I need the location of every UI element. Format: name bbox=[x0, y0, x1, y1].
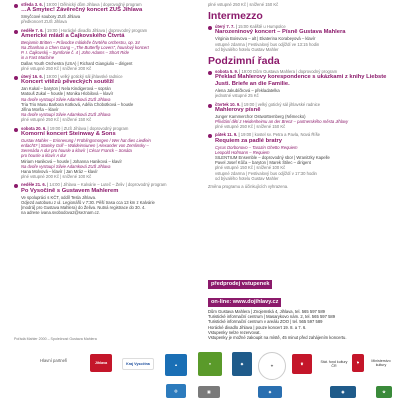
event-item: neděle 7. 6. | 19:00 | Horácké divadlo Jihlava | doprovodný program Americké mládí a Čajkovského Čtvrtá Benjamin Britten – Průvodce mládeže čtvrtého orchestru, op. 34 Na Zhanhao a Chen Gang – „The Butterfly Lovers“, houslový koncert P. I. Čajkovskij – Symfonie č. 4 | John Adams – Short Ride in a Fast Machine Dallas Youth Orchestra (USA) | Richard Giangiulio – dirigent plné vstupné 250 Kč | snížené 200 Kč bbox=[14, 28, 199, 71]
ticket-line: Turistické informační centrum v areálu ZOO | tel. 565 597 589 bbox=[208, 319, 323, 325]
event-line: plné vstupné 150 Kč | snížené 100 Kč bbox=[215, 165, 286, 171]
event-date: středa 3. 6. bbox=[21, 2, 43, 7]
event-line: Přivítání děti z Heidenheimu an der Brenz – partnerského města Jihlavy bbox=[215, 119, 349, 125]
event-line: Ve spolupráci s KČT, oddíl Tesla Jihlava. bbox=[21, 194, 97, 200]
event-date: čtvrtek 10. 9. bbox=[215, 101, 241, 107]
partner-logo-bottom-4: ◉ bbox=[330, 386, 356, 398]
event-line: Cyrus Dorbonovo – Tarazin Ghetto Requiem bbox=[215, 144, 298, 150]
event-meta: 19:00 | Horácké divadlo Jihlava | doprovodný program bbox=[47, 27, 148, 33]
partner-logo-bottom-3: ◈ bbox=[258, 386, 282, 398]
event-line: Tria Trio Musu Barbora Kotková, Adéla Chobotková – housle bbox=[21, 101, 134, 107]
partner-logo-green: ● bbox=[198, 352, 222, 376]
event-line: Dallas Youth Orchestra (USA) | Richard Giangiulio – dirigent bbox=[21, 60, 133, 66]
event-line: od bývalého hotelu Gustav Mahler bbox=[215, 175, 279, 181]
event-meta: 19:00 | velký gotický sál jihlavské radnice bbox=[243, 101, 321, 107]
ministry-culture-logo: Ministerstvo kultury bbox=[366, 358, 396, 368]
event-line: Jiřina Morša – klavír bbox=[21, 107, 59, 113]
state-emblem-icon: ♛ bbox=[292, 354, 312, 374]
state-culture-fund-logo: Stát. fond kultury ČR bbox=[318, 360, 350, 368]
event-title: Requiem za padlé bratry bbox=[215, 137, 283, 144]
event-date: pátek 11. 9. bbox=[215, 132, 238, 138]
event-date: neděle 7. 6. bbox=[21, 27, 44, 33]
event-line: Pavel Josef Kůča – baryton | Marek Štilec – dirigent bbox=[215, 160, 311, 166]
event-line: od bývalého hotelu Gustav Mahler bbox=[215, 46, 279, 52]
event-title: Koncert vítězů pěveckých soutěží bbox=[21, 79, 114, 86]
event-line: in a Fast Machine bbox=[21, 55, 55, 61]
section-heading: Intermezzo bbox=[208, 10, 263, 23]
event-item: sobota 5. 9. | 19:00 Dům Gustava Mahlera | doprovodný program Překlad Mahlerovy korespondence s ukázkami z knihy Liebste Justi. Briefe an die Familie. Alena Jakubíčková – překladatelka jednotné vstupné 25 Kč bbox=[208, 69, 393, 99]
event-item: čtvrtek 10. 9. | 19:00 | velký gotický sál jihlavské radnice Mahlerovy písně Junger Kammerchor Ostwürttemberg (Německo) Přivítání děti z Heidenheimu an der Brenz – partnerského města Jihlavy plné vstupné 250 Kč | snížené 150 Kč bbox=[208, 102, 393, 130]
event-line: Na dvoře vystoupí Silvie Adamková ZUŠ Jihlava bbox=[21, 96, 111, 102]
section-heading: Podzimní řada bbox=[208, 55, 280, 68]
event-title: Americké mládí a Čajkovského Čtvrtá bbox=[21, 32, 125, 39]
tickets-body bbox=[208, 309, 393, 340]
event-item: sobota 20. 6. | 19:00 | ZUŠ Jihlava | doprovodný program Komorní koncert Steinway & Sons Gustav Mahler – Erinnerung / Frühlingsmorgen / Wer hat dies Liedlein erdacht? | Stanley Grill – Waldeinsiunen | Alexander von Zemlinsky – Serenáda A dur pro housle a klavír | César Franck – Sonáta pro housle a klavír A dur Miriam Haniková – housle | Johanna Haniková – klavír Na dvoře vystoupí Silvie Adamková ZUŠ Jihlava Hana Molvová – klavír | Jan Mráz – klavír plné vstupné 200 Kč | snížené 100 Kč bbox=[14, 126, 199, 180]
event-item: úterý 7. 7. | 15:00 Kaliště u Humpolce Narozeninový koncert – Písně Gustava Mahlera Virginia Boisvova – alt | Ekaterina Korabeyová – klavír vstupné zdarma | Festivalový bus odjíždí ve 13:15 hodin od bývalého hotelu Gustav Mahler bbox=[208, 24, 393, 52]
event-line: vstupné zdarma | Festivalový bus odjíždí v 17:30 hodin bbox=[215, 170, 317, 176]
event-title: Mahlerovy písně bbox=[215, 106, 261, 113]
event-meta: 19:00 | Dělnický dům Jihlava | doprovodný program bbox=[46, 2, 142, 7]
event-item: pátek 11. 9. | 19:00 | kostel sv. Petra a Pavla, Nová Říše Requiem za padlé bratry Cyrus Dorbonovo – Tarazin Ghetto Requiem Leopold Hofmann – Requiem SILENTIUM Ensemble – doprovodný sbor | Wranitzky Kapelle Pavel Josef Kůča – baryton | Marek Štilec – dirigent plné vstupné 150 Kč | snížené 100 Kč vstupné zdarma | Festivalový bus odjíždí v 17:30 hodin od bývalého hotelu Gustav Mahler bbox=[208, 132, 393, 181]
event-line: Odjezd autobusu z ul. Legionářů v 7:30. Pěší trasa cca 13 km z Kalvárie bbox=[21, 199, 155, 205]
event-line: Miriam Haniková – housle | Johanna Haniková – klavír bbox=[21, 158, 122, 164]
event-date: úterý 16. 6. bbox=[21, 74, 43, 80]
partner-logo-bottom-1: ◎ bbox=[166, 384, 186, 398]
event-meta: 19:00 | velký gotický sál jihlavské radnice bbox=[46, 74, 123, 80]
ticket-line: Vstupenky je možné zakoupit na místě, 45 minut před zahájením koncertu. bbox=[208, 335, 347, 341]
partner-logo-dark-blue: ◆ bbox=[232, 352, 252, 376]
event-line: Smyčcové soubory ZUŠ Jihlava bbox=[21, 14, 81, 20]
event-date: úterý 7. 7. bbox=[215, 24, 235, 30]
event-line: Virginia Boisvova – alt | Ekaterina Korabeyová – klavír bbox=[215, 36, 316, 42]
event-line: plné vstupné 200 Kč | snížené 100 Kč bbox=[21, 174, 92, 180]
right-column bbox=[208, 0, 393, 189]
event-line: Serenáda A dur pro housle a klavír | César Franck – Sonáta bbox=[21, 148, 132, 154]
partner-logo-bottom-2: ▣ bbox=[198, 386, 220, 398]
event-line: SILENTIUM Ensemble – doprovodný sbor | Wranitzky Kapelle bbox=[215, 155, 330, 161]
event-line: Na dvoře vystoupí Silvie Adamková ZUŠ Jihlava bbox=[21, 112, 111, 118]
event-meta: 15:00 Kaliště u Humpolce bbox=[237, 24, 286, 30]
event-line: plné vstupné 250 Kč | snížené 150 Kč bbox=[215, 124, 286, 130]
event-date: sobota 20. 6. bbox=[21, 125, 47, 131]
event-line: plné vstupné 250 Kč | snížené 200 Kč bbox=[21, 65, 92, 71]
event-line: Gustav Mahler – Erinnerung / Frühlingsmorgen / Wer hat dies Liedlein bbox=[21, 137, 151, 143]
kraj-vysocina-logo: Kraj Vysočina bbox=[122, 358, 154, 370]
jihlava-logo: Jihlava bbox=[90, 354, 112, 372]
event-item: neděle 21. 6. | 14:00 | Jihlava – Kalvárie – Luteč – Želiv | doprovodný program Po Vysočině s Gustavem Mahlerem Ve spolupráci s KČT, oddíl Tesla Jihlava. Odjezd autobusu z ul. Legionářů v 7:30. Pěší trasa cca 13 km z Kalvárie [modrá] pro Gustava Mahlera) do Želiva. Nutná registrace do 30. 4. na adrese ivana.svobodova2@seznam.cz. bbox=[14, 182, 199, 215]
event-line: Benjamin Britten – Průvodce mládeže čtvrtého orchestru, op. 34 bbox=[21, 39, 140, 45]
event-line: [modrá] pro Gustava Mahlera) do Želiva. Nutná registrace do 30. 4. bbox=[21, 205, 146, 211]
event-title: Překlad Mahlerovy korespondence s ukázkami z knihy Liebste Justi. Briefe an die Familie. bbox=[215, 74, 387, 88]
event-title: Narozeninový koncert – Písně Gustava Mahlera bbox=[215, 29, 346, 36]
event-meta: 19:00 | ZUŠ Jihlava | doprovodný program bbox=[49, 125, 129, 131]
event-title: Po Vysočině s Gustavem Mahlerem bbox=[21, 187, 119, 194]
event-line: vstupné zdarma | Festivalový bus odjíždí ve 13:15 hodin bbox=[215, 41, 320, 47]
event-line: předkoncert ZUŠ Jihlava bbox=[21, 19, 67, 25]
partner-logo-bottom-5: ✿ bbox=[376, 386, 392, 398]
ministry-flag-icon: ⚑ bbox=[352, 354, 364, 372]
event-item: úterý 16. 6. | 19:00 | velký gotický sál jihlavské radnice Koncert vítězů pěveckých soutěží Jan Kukal – baryton | Nela Kindigerová – soprán Matouš Zukal – housle | Monika Hlobilová – klavír Na dvoře vystoupí Silvie Adamková ZUŠ Jihlava Tria Trio Musu Barbora Kotková, Adéla Chobotková – housle Jiřina Morša – klavír Na dvoře vystoupí Silvie Adamková ZUŠ Jihlava plné vstupné 250 Kč | snížené 150 Kč bbox=[14, 74, 199, 123]
event-meta: 19:00 | kostel sv. Petra a Pavla, Nová Říše bbox=[240, 132, 320, 138]
ticket-line: Horácké divadlo Jihlava | pouze koncert 19. 8. a 7. 6. bbox=[208, 324, 307, 330]
event-line: plné vstupné 250 Kč | snížené 150 Kč bbox=[21, 117, 92, 123]
tickets-box bbox=[208, 272, 393, 340]
event-meta: 19:00 Dům Gustava Mahlera | doprovodný program bbox=[241, 69, 338, 75]
event-date: sobota 5. 9. bbox=[215, 69, 239, 75]
event-line: pro housle a klavír A dur bbox=[21, 153, 67, 159]
event-line: Matouš Zukal – housle | Monika Hlobilová – klavír bbox=[21, 91, 114, 97]
tickets-online-link[interactable]: on-line: www.dojihlavy.cz bbox=[208, 298, 281, 307]
event-line: jednotné vstupné 25 Kč bbox=[215, 93, 259, 99]
event-line: Na Zhanhao a Chen Gang – „The Butterfly Lovers“, houslový koncert bbox=[21, 45, 149, 51]
event-line: na adrese ivana.svobodova2@seznam.cz. bbox=[21, 210, 100, 216]
program-note: Změna programu a účinkujících vyhrazena. bbox=[208, 184, 289, 190]
event-date: neděle 21. 6. bbox=[21, 182, 46, 188]
partner-logo-blue: ▲ bbox=[165, 354, 187, 376]
event-line: P. I. Čajkovskij – Symfonie č. 4 | John Adams – Short Ride bbox=[21, 50, 129, 56]
partners-label: Hlavní partneři bbox=[40, 358, 68, 363]
event-item: středa 3. 6. | 19:00 | Dělnický dům Jihlava | doprovodný program …A Smytec! Závěrečný koncert ZUŠ Jihlava Smyčcové soubory ZUŠ Jihlava předkoncert ZUŠ Jihlava bbox=[14, 2, 199, 25]
price-line: plné vstupné 250 Kč | snížené 150 Kč bbox=[208, 2, 279, 7]
event-line: Jan Kukal – baryton | Nela Kindigerová – soprán bbox=[21, 86, 111, 92]
event-line: Alena Jakubíčková – překladatelka bbox=[215, 88, 280, 94]
organizer-note: Pořádá Mahler 2000 – Společnost Gustava Mahlera bbox=[14, 337, 97, 341]
left-column bbox=[14, 0, 199, 219]
tickets-heading: předprodej vstupenek bbox=[208, 280, 272, 289]
ticket-line: Dům Gustava Mahlera | Znojemská 4, Jihlava, tel. 565 597 589 bbox=[208, 309, 326, 314]
event-line: erdacht? | Stanley Grill – Waldeinsiunen | Alexander von Zemlinsky – bbox=[21, 143, 149, 149]
event-line: Leopold Hofmann – Requiem bbox=[215, 149, 270, 155]
partners-strip bbox=[0, 348, 400, 400]
event-title: …A Smytec! Závěrečný koncert ZUŠ Jihlava bbox=[21, 7, 143, 14]
event-meta: 14:00 | Jihlava – Kalvárie – Luteč – Želiv | doprovodný program bbox=[49, 182, 167, 188]
event-line: Junger Kammerchor Ostwürttemberg (Německo) bbox=[215, 113, 306, 119]
event-line: Hana Molvová – klavír | Jan Mráz – klavír bbox=[21, 169, 98, 175]
ticket-line: Vstupenky nelze rezervovat. bbox=[208, 329, 261, 335]
ticket-line: Turistické informační centrum | Masarykovo nám. 2, tel. 565 597 589 bbox=[208, 314, 336, 320]
event-line: Na dvoře vystoupí Silvie Adamková ZUŠ Jihlava bbox=[21, 163, 111, 169]
event-title: Komorní koncert Steinway & Sons bbox=[21, 130, 116, 137]
partner-logo-circle: ✦ bbox=[258, 352, 286, 380]
